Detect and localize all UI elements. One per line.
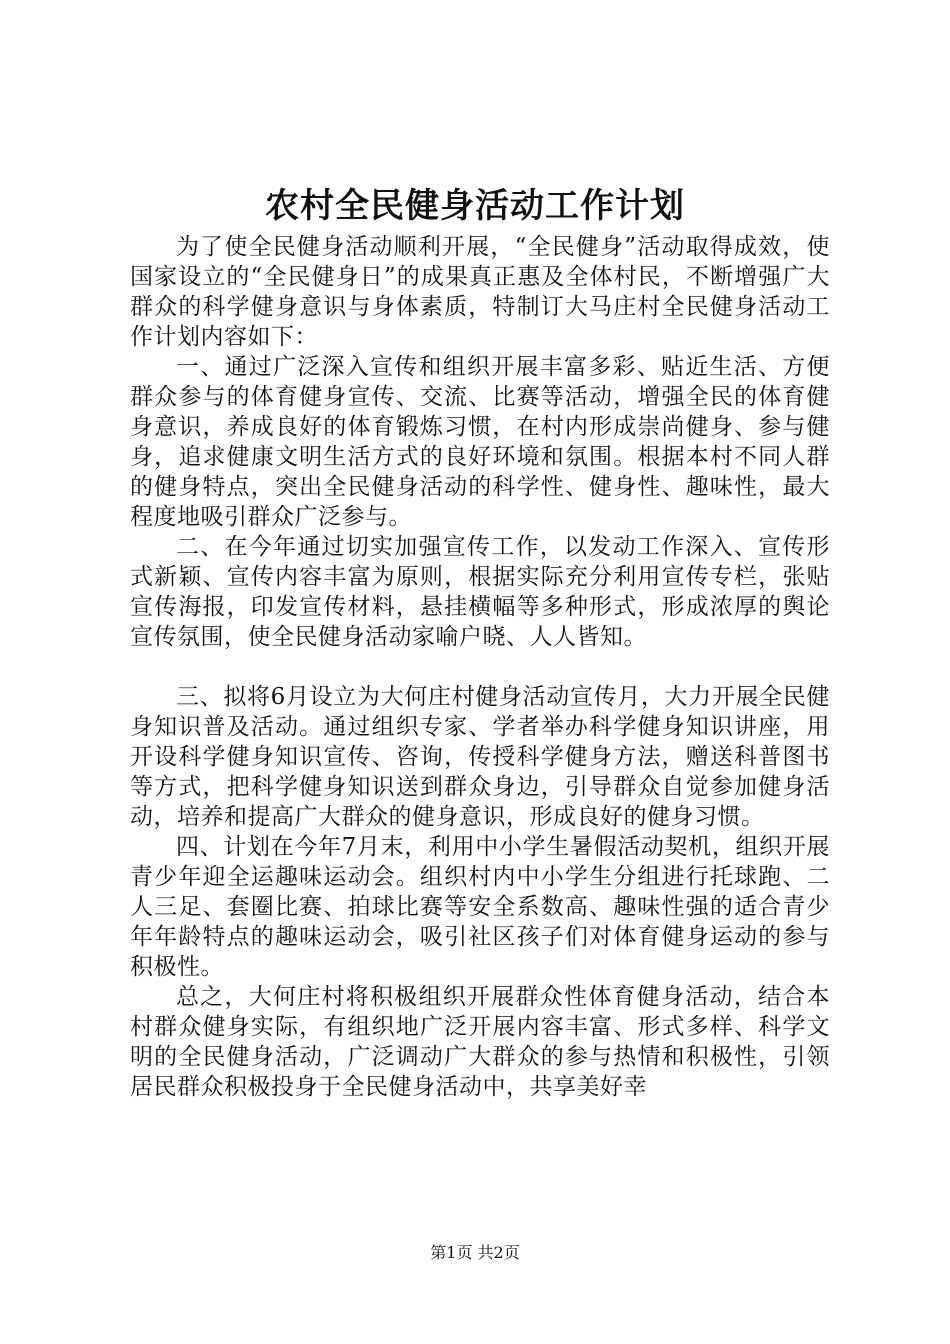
paragraph-summary: 总之，大何庄村将积极组织开展群众性体育健身活动，结合本村群众健身实际，有组织地广泛开展内容丰富、形式多样、科学文明的全民健身活动，广泛调动广大群众的参与热情和积极性，引领居民群众积极投身于全民健身活动中，共享美好幸 <box>130 984 830 1100</box>
paragraph-intro: 为了使全民健身活动顺利开展，“全民健身”活动取得成效，使国家设立的“全民健身日”的成果真正惠及全体村民，不断增强广大群众的科学健身意识与身体素质，特制订大马庄村全民健身活动工作计划内容如下： <box>130 234 830 350</box>
document-body <box>130 232 830 1102</box>
paragraph-item-1: 一、通过广泛深入宣传和组织开展丰富多彩、贴近生活、方便群众参与的体育健身宣传、交流、比赛等活动，增强全民的体育健身意识，养成良好的体育锻炼习惯，在村内形成崇尚健身、参与健身，追求健康文明生活方式的良好环境和氛围。根据本村不同人群的健身特点，突出全民健身活动的科学性、健身性、趣味性，最大程度地吸引群众广泛参与。 <box>130 354 830 530</box>
document-title: 农村全民健身活动工作计划 <box>265 186 685 226</box>
paragraph-item-4: 四、计划在今年7月末，利用中小学生暑假活动契机，组织开展青少年迎全运趣味运动会。组织村内中小学生分组进行托球跑、二人三足、套圈比赛、拍球比赛等安全系数高、趣味性强的适合青少年年龄特点的趣味运动会，吸引社区孩子们对体育健身运动的参与积极性。 <box>130 834 830 980</box>
paragraph-item-2: 二、在今年通过切实加强宣传工作，以发动工作深入、宣传形式新颖、宣传内容丰富为原则，根据实际充分利用宣传专栏，张贴宣传海报，印发宣传材料，悬挂横幅等多种形式，形成浓厚的舆论宣传氛围，使全民健身活动家喻户晓、人人皆知。 <box>130 534 830 650</box>
page-number-footer: 第1页 共2页 <box>430 1243 520 1262</box>
paragraph-item-3: 三、拟将6月设立为大何庄村健身活动宣传月，大力开展全民健身知识普及活动。通过组织专家、学者举办科学健身知识讲座，用开设科学健身知识宣传、咨询，传授科学健身方法，赠送科普图书等方式，把科学健身知识送到群众身边，引导群众自觉参加健身活动，培养和提高广大群众的健身意识，形成良好的健身习惯。 <box>130 684 830 830</box>
